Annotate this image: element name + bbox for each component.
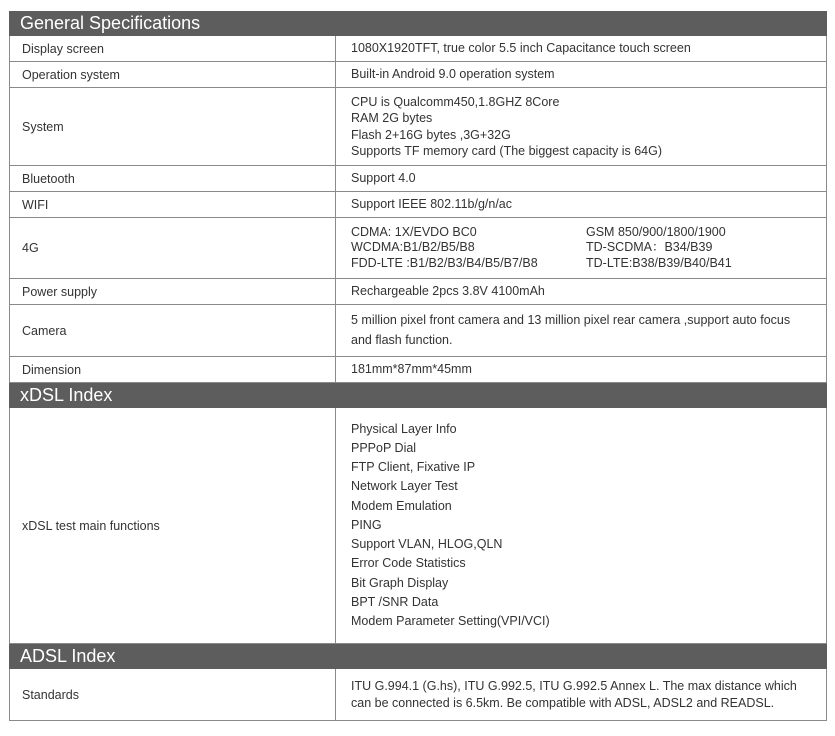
band-cell: GSM 850/900/1800/1900: [586, 224, 726, 239]
band-cell: WCDMA:B1/B2/B5/B8: [351, 240, 475, 255]
row-label: Operation system: [10, 62, 336, 87]
row-value: [336, 279, 826, 304]
value-line: BPT /SNR Data: [351, 594, 439, 609]
value-line: PPPoP Dial: [351, 441, 417, 456]
value-line: Support IEEE 802.11b/g/n/ac: [351, 197, 512, 212]
spec-row-adsl-standards: [9, 669, 827, 721]
spec-row-operation-system: [9, 62, 827, 88]
value-line: Supports TF memory card (The biggest capacity is 64G): [351, 144, 662, 158]
band-cell: TD-SCDMA：B34/B39: [586, 240, 713, 255]
row-value: [336, 408, 826, 643]
row-label: System: [10, 88, 336, 165]
value-line: Network Layer Test: [351, 479, 458, 494]
value-line: ITU G.994.1 (G.hs), ITU G.992.5, ITU G.992.5 Annex L. The max distance which: [351, 678, 797, 693]
value-line: 1080X1920TFT, true color 5.5 inch Capacitance touch screen: [351, 41, 691, 56]
value-line: Rechargeable 2pcs 3.8V 4100mAh: [351, 284, 545, 299]
spec-row-bluetooth: [9, 166, 827, 192]
network-bands-grid: [351, 225, 816, 272]
row-value: [336, 218, 826, 278]
value-line: 5 million pixel front camera and 13 million pixel rear camera ,support auto focus: [351, 313, 791, 328]
value-line: CPU is Qualcomm450,1.8GHZ 8Core: [351, 94, 560, 109]
xdsl-index-header: xDSL Index: [9, 383, 827, 408]
value-line: RAM 2G bytes: [351, 111, 433, 125]
spec-row-camera: [9, 305, 827, 357]
value-line: 181mm*87mm*45mm: [351, 362, 472, 377]
spec-row-system: [9, 88, 827, 166]
row-value: [336, 305, 826, 356]
row-label: Camera: [10, 305, 336, 356]
row-label: Dimension: [10, 357, 336, 382]
band-cell: FDD-LTE :B1/B2/B3/B4/B5/B7/B8: [351, 255, 538, 270]
value-line: Flash 2+16G bytes ,3G+32G: [351, 127, 511, 142]
spec-row-power-supply: [9, 279, 827, 305]
row-label: Bluetooth: [10, 166, 336, 191]
general-specifications-header: General Specifications: [9, 11, 827, 36]
row-value: [336, 192, 826, 217]
band-cell: TD-LTE:B38/B39/B40/B41: [586, 255, 732, 270]
band-cell: CDMA: 1X/EVDO BC0: [351, 224, 477, 239]
row-value: [336, 36, 826, 61]
value-line: Physical Layer Info: [351, 421, 457, 436]
value-line: PING: [351, 517, 382, 532]
value-line: Modem Emulation: [351, 498, 452, 513]
value-line: and flash function.: [351, 332, 453, 347]
spec-row-wifi: [9, 192, 827, 218]
value-line: Modem Parameter Setting(VPI/VCI): [351, 613, 550, 628]
adsl-index-header: ADSL Index: [9, 644, 827, 669]
spec-row-display-screen: [9, 36, 827, 62]
spec-row-4g: [9, 218, 827, 279]
value-line: Bit Graph Display: [351, 575, 449, 590]
row-value: [336, 669, 826, 720]
row-label: Standards: [10, 669, 336, 720]
row-value: [336, 88, 826, 165]
value-line: Support VLAN, HLOG,QLN: [351, 537, 503, 552]
row-value: [336, 357, 826, 382]
spec-row-dimension: [9, 357, 827, 383]
row-value: [336, 62, 826, 87]
spec-row-xdsl-functions: [9, 408, 827, 644]
spec-sheet: [9, 11, 827, 721]
row-label: Display screen: [10, 36, 336, 61]
row-label: Power supply: [10, 279, 336, 304]
row-label: WIFI: [10, 192, 336, 217]
row-label: 4G: [10, 218, 336, 278]
value-line: can be connected is 6.5km. Be compatible with ADSL, ADSL2 and READSL.: [351, 695, 775, 710]
value-line: Built-in Android 9.0 operation system: [351, 67, 555, 82]
value-line: Support 4.0: [351, 171, 416, 186]
value-line: FTP Client, Fixative IP: [351, 460, 476, 475]
row-label: xDSL test main functions: [10, 408, 336, 643]
row-value: [336, 166, 826, 191]
value-line: Error Code Statistics: [351, 556, 466, 571]
